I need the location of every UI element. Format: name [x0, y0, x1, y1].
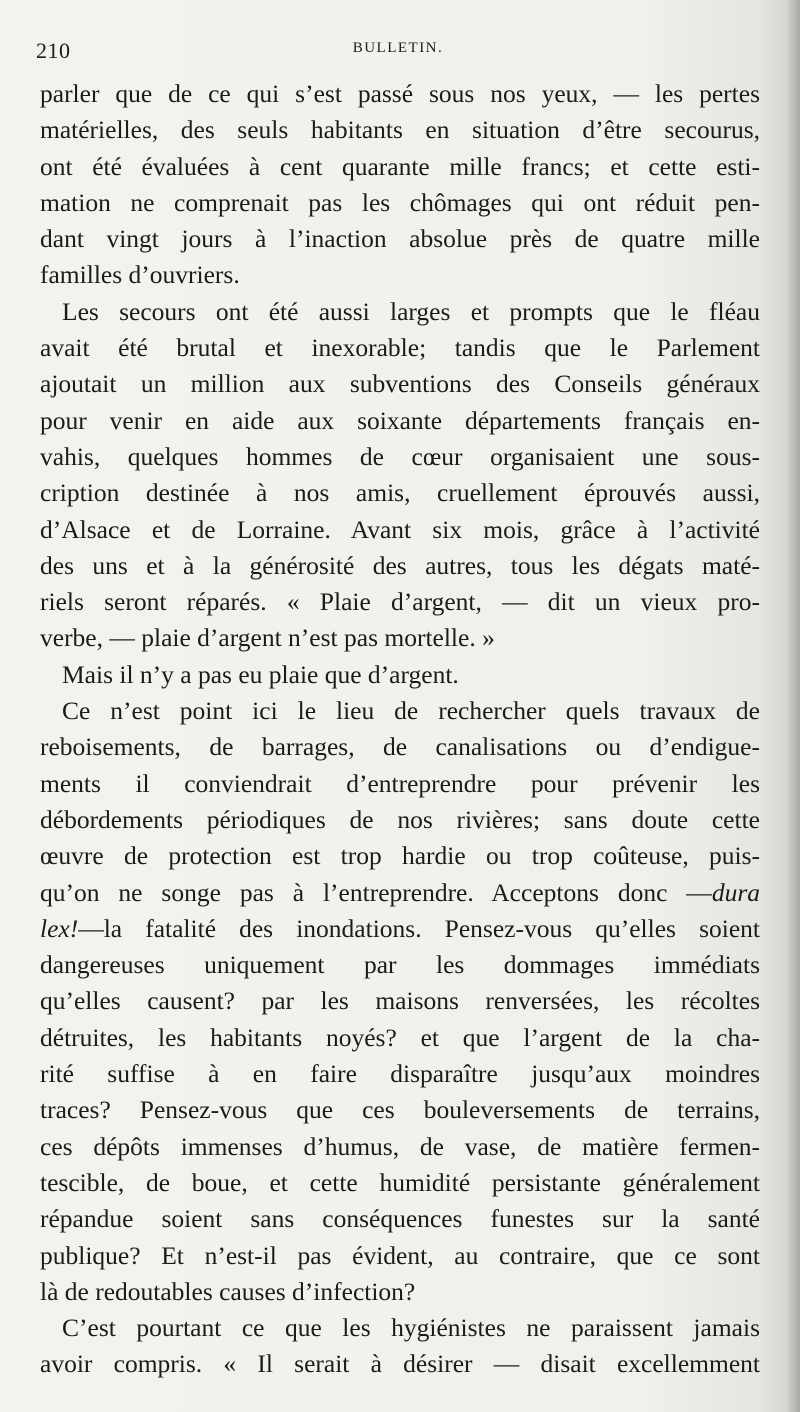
- text-line: verbe, — plaie d’argent n’est pas mortelle. »: [40, 623, 495, 653]
- text-line: répandue soient sans conséquences funestes sur la santé: [40, 1204, 760, 1234]
- text-line: d’Alsace et de Lorraine. Avant six mois, grâce à l’activité: [40, 514, 760, 544]
- text-line: ces dépôts immenses d’humus, de vase, de matière fermen-: [40, 1131, 760, 1161]
- text-line: publique? Et n’est-il pas évident, au contraire, que ce sont: [40, 1240, 760, 1270]
- text-line: avoir compris. « Il serait à désirer — disait excellemment: [40, 1349, 760, 1379]
- text-line: parler que de ce qui s’est passé sous nos yeux, — les pertes: [40, 79, 760, 108]
- text-line: reboisements, de barrages, de canalisations ou d’endigue-: [40, 732, 760, 762]
- italic-latin-phrase: dura: [711, 877, 760, 907]
- text-line: rité suffise à en faire disparaître jusqu’aux moindres: [40, 1059, 760, 1089]
- text-line: cription destinée à nos amis, cruellement éprouvés aussi,: [40, 478, 760, 508]
- page-header: [36, 38, 760, 68]
- text-line: matérielles, des seuls habitants en situation d’être secourus,: [40, 115, 760, 145]
- page-edge-shadow: [786, 0, 800, 1412]
- text-line: ments il conviendrait d’entreprendre pour prévenir les: [40, 768, 760, 798]
- text-line: ajoutait un million aux subventions des Conseils généraux: [40, 369, 760, 399]
- page-number: 210: [36, 38, 71, 63]
- text-line: mation ne comprenait pas les chômages qui ont réduit pen-: [40, 187, 760, 217]
- text-line: qu’on ne songe pas à l’entreprendre. Acceptons donc —dura: [40, 877, 760, 907]
- text-line: pour venir en aide aux soixante départements français en-: [40, 405, 760, 435]
- text-line: traces? Pensez-vous que ces bouleversements de terrains,: [40, 1095, 760, 1125]
- text-line: familles d’ouvriers.: [40, 260, 240, 290]
- body-text: [40, 76, 760, 1383]
- text-line: ont été évaluées à cent quarante mille francs; et cette esti-: [40, 151, 760, 181]
- text-line: tescible, de boue, et cette humidité persistante généralement: [40, 1167, 760, 1197]
- text-line: là de redoutables causes d’infection?: [40, 1276, 416, 1306]
- text-line: riels seront réparés. « Plaie d’argent, — dit un vieux pro-: [40, 587, 760, 617]
- text-line: lex!—la fatalité des inondations. Pensez-vous qu’elles soient: [40, 913, 760, 943]
- text-line: vahis, quelques hommes de cœur organisaient une sous-: [40, 441, 760, 471]
- text-line: C’est pourtant ce que les hygiénistes ne paraissent jamais: [62, 1313, 760, 1343]
- text-line: dant vingt jours à l’inaction absolue près de quatre mille: [40, 224, 760, 254]
- text-line: œuvre de protection est trop hardie ou trop coûteuse, puis-: [40, 841, 760, 871]
- text-line: Les secours ont été aussi larges et prompts que le fléau: [62, 296, 760, 326]
- text-line: dangereuses uniquement par les dommages immédiats: [40, 950, 760, 980]
- text-line: débordements périodiques de nos rivières; sans doute cette: [40, 804, 760, 834]
- text-line: avait été brutal et inexorable; tandis que le Parlement: [40, 333, 760, 363]
- running-head: BULLETIN.: [352, 40, 444, 56]
- text-line: qu’elles causent? par les maisons renversées, les récoltes: [40, 986, 760, 1016]
- italic-latin-phrase: lex!: [40, 913, 79, 943]
- text-line: détruites, les habitants noyés? et que l’argent de la cha-: [40, 1022, 760, 1052]
- text-line: Mais il n’y a pas eu plaie que d’argent.: [62, 659, 459, 689]
- text-line: des uns et à la générosité des autres, tous les dégats maté-: [40, 550, 760, 580]
- text-line: Ce n’est point ici le lieu de rechercher quels travaux de: [62, 696, 760, 726]
